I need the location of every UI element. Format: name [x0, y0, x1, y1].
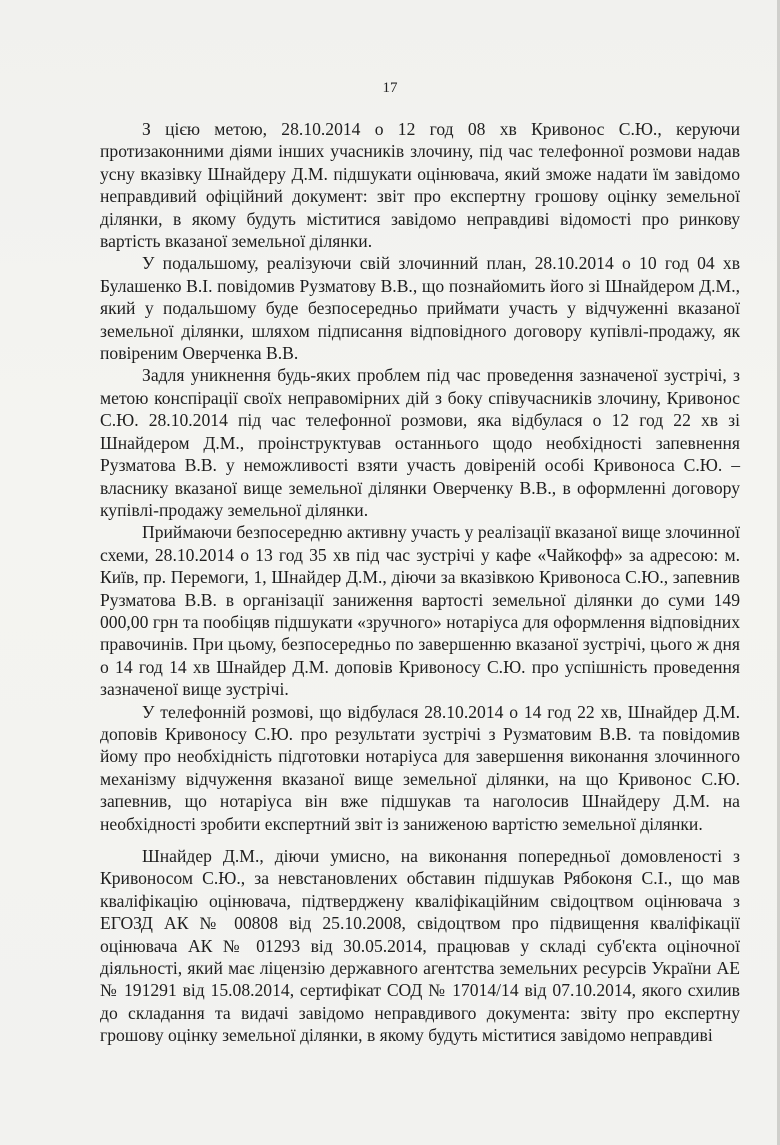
paragraph-6: Шнайдер Д.М., діючи умисно, на виконання попередньої домовленості з Кривоносом С.Ю., за невстановлених обставин підшукав Рябоконя С.І., що мав кваліфікацію оцінювача, підтверджену кваліфікаційним свідоцтвом оцінювача з ЕГОЗД АК № 00808 від 25.10.2008, свідоцтвом про підвищення кваліфікації оцінювача АК № 01293 від 30.05.2014, працював у складі суб'єкта оціночної діяльності, який має ліцензію державного агентства земельних ресурсів України АЕ № 191291 від 15.08.2014, сертифікат СОД № 17014/14 від 07.10.2014, якого схилив до складання та видачі завідомо неправдивого документа: звіту про експертну грошову оцінку земельної ділянки, в якому будуть міститися завідомо неправдиві	[100, 846, 740, 1046]
document-body	[100, 118, 740, 1047]
paragraph-4: Приймаючи безпосередню активну участь у реалізації вказаної вище злочинної схеми, 28.10.2014 о 13 год 35 хв під час зустрічі у кафе «Чайкофф» за адресою: м. Київ, пр. Перемоги, 1, Шнайдер Д.М., діючи за вказівкою Кривоноса С.Ю., запевнив Рузматова В.В. в організації заниження вартості земельної ділянки до суми 149 000,00 грн та пообіцяв підшукати «зручного» нотаріуса для оформлення відповідних правочинів. При цьому, безпосередньо по завершенню вказаної зустрічі, цього ж дня о 14 год 14 хв Шнайдер Д.М. доповів Кривоносу С.Ю. про успішність проведення зазначеної вище зустрічі.	[100, 522, 740, 700]
paragraph-3: Задля уникнення будь-яких проблем під час проведення зазначеної зустрічі, з метою конспірації своїх неправомірних дій з боку співучасників злочину, Кривонос С.Ю. 28.10.2014 під час телефонної розмови, яка відбулася о 12 год 22 хв зі Шнайдером Д.М., проінструктував останнього щодо необхідності запевнення Рузматова В.В. у неможливості взяти участь довіреній особі Кривоноса С.Ю. – власнику вказаної вище земельної ділянки Оверченку В.В., в оформленні договору купівлі-продажу земельної ділянки.	[100, 365, 740, 520]
page-number: 17	[382, 80, 398, 96]
paragraph-2: У подальшому, реалізуючи свій злочинний план, 28.10.2014 о 10 год 04 хв Булашенко В.І. повідомив Рузматову В.В., що познайомить його зі Шнайдером Д.М., який у подальшому буде безпосередньо приймати участь у відчуженні вказаної земельної ділянки, шляхом підписання відповідного договору купівлі-продажу, як повіреним Оверченка В.В.	[100, 253, 740, 364]
paragraph-5: У телефонній розмові, що відбулася 28.10.2014 о 14 год 22 хв, Шнайдер Д.М. доповів Кривоносу С.Ю. про результати зустрічі з Рузматовим В.В. та повідомив йому про необхідність підготовки нотаріуса для завершення виконання злочинного механізму відчуження вказаної вище земельної ділянки, на що Кривонос С.Ю. запевнив, що нотаріуса він вже підшукав та наголосив Шнайдеру Д.М. на необхідності зробити експертний звіт із заниженою вартістю земельної ділянки.	[100, 701, 740, 834]
paragraph-1: З цією метою, 28.10.2014 о 12 год 08 хв Кривонос С.Ю., керуючи протизаконними діями інших учасників злочину, під час телефонної розмови надав усну вказівку Шнайдеру Д.М. підшукати оцінювача, який зможе надати їм завідомо неправдивий офіційний документ: звіт про експертну грошову оцінку земельної ділянки, в якому будуть міститися завідомо неправдиві відомості про ринкову вартість вказаної земельної ділянки.	[100, 119, 740, 252]
